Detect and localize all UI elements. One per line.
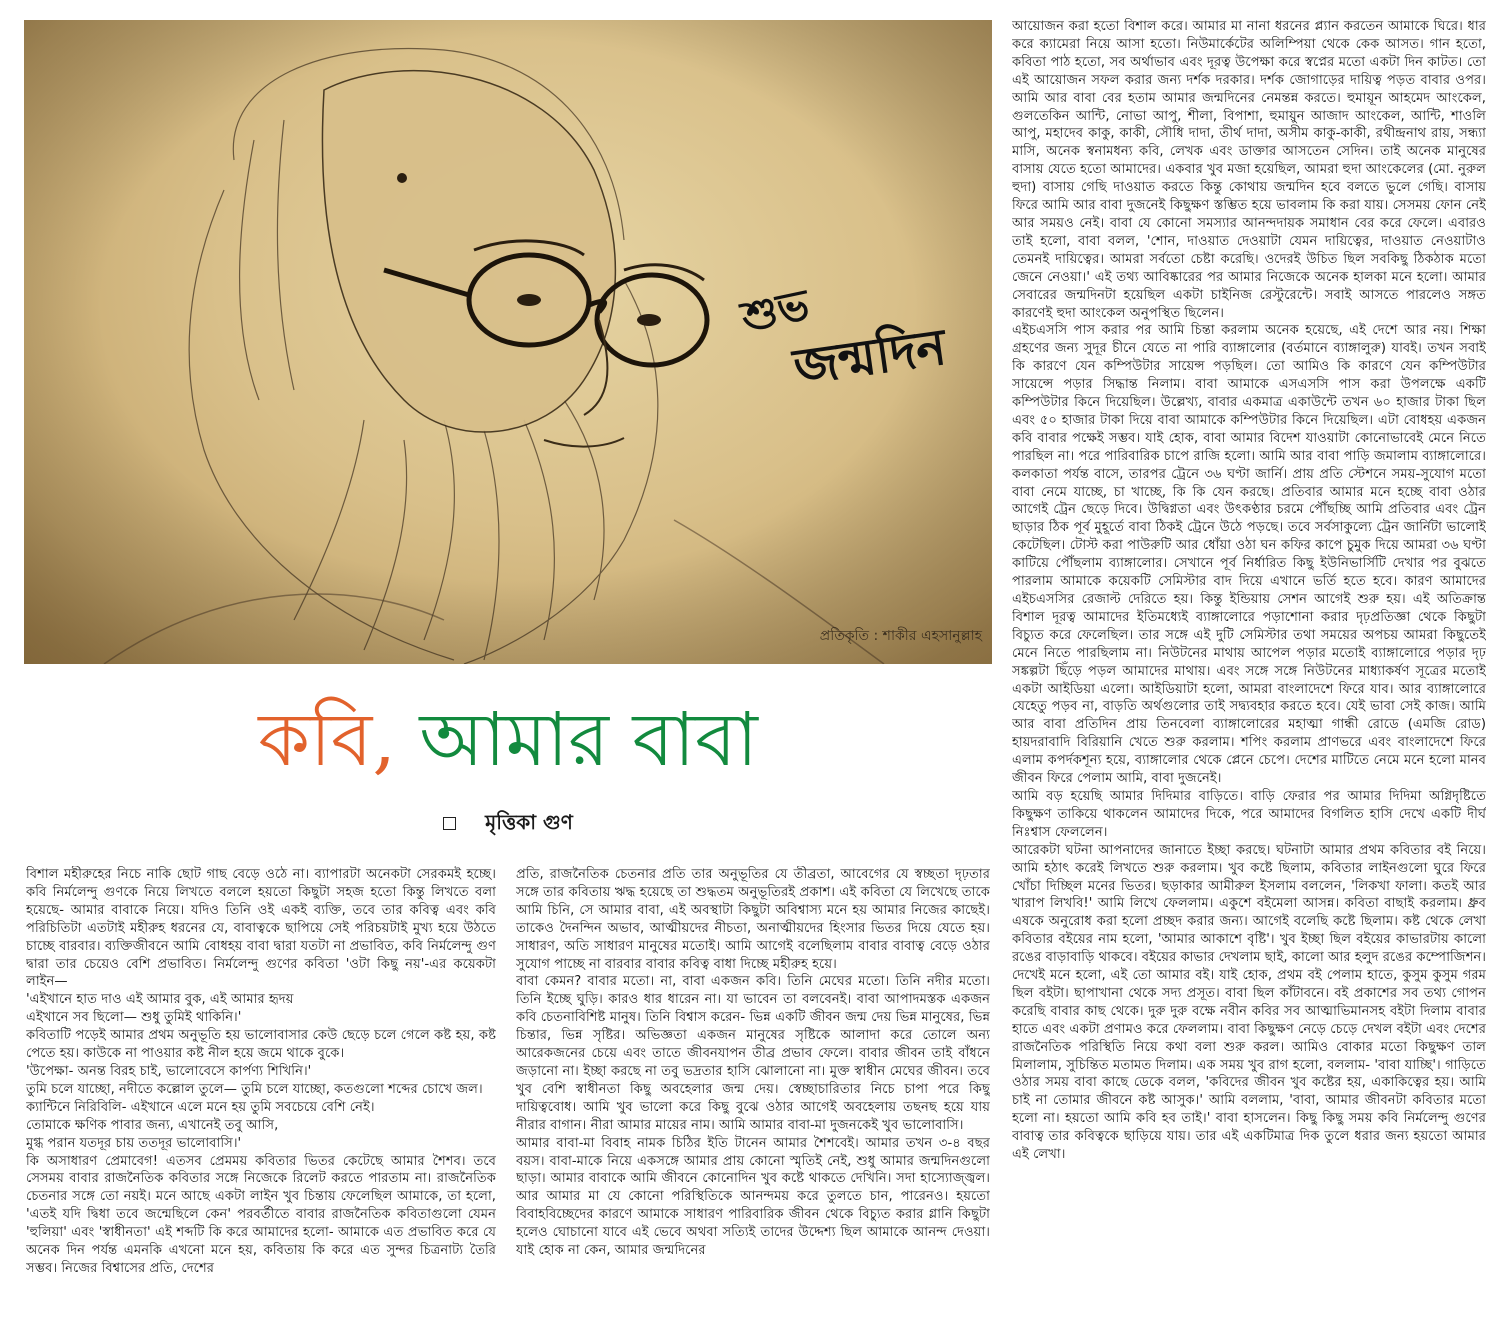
author-name: মৃত্তিকা গুণ — [485, 810, 573, 834]
checkbox-square-icon — [443, 817, 456, 830]
paragraph: বাবা কেমন? বাবার মতো। না, বাবা একজন কবি। তিনি মেঘের মতো। তিনি নদীর মতো। তিনি ইচ্ছে ঘুড়ি। কারও ধার ধারেন না। যা ভাবেন তা বলবেনই। বাবা আপাদমস্তক একজন কবি চেতনাবিশিষ্ট মানুষ। তিনি বিশ্বাস করেন- ভিন্ন একটি জীবন জন্ম দেয় ভিন্ন মানুষের, ভিন্ন চিন্তার, ভিন্ন সৃষ্টির। অভিজ্ঞতা একজন মানুষের সৃষ্টিকে আলাদা করে তোলে অন্য আরেকজনের চেয়ে এবং তাতে জীবনযাপন তীব্র প্রভাব ফেলে। বাবার জীবন তাই বাঁধনে জড়ানো না। ইচ্ছা করছে না তবু ভদ্রতার হাসি ঝোলানো না। মুক্ত স্বাধীন মেঘের জীবন। তবে খুব বেশি স্বাধীনতা কিছু অবহেলার জন্ম দেয়। স্বেচ্ছাচারিতার নিচে চাপা পরে কিছু দায়িত্ববোধ। আমি খুব ভালো করে কিছু বুঝে ওঠার আগেই অবহেলায় তছনছ হয়ে যায় নীরার বাগান। নীরা আমার মায়ের নাম। আমি আমার বাবা-মা দুজনকেই খুব ভালোবাসি। — [516, 974, 990, 1133]
poem-line: 'এইখানে হাত দাও এই আমার বুক, এই আমার হৃদয় — [26, 992, 294, 1008]
article-column-3 — [1012, 18, 1486, 1318]
article-column-2 — [516, 866, 990, 1316]
paragraph: কবিতাটি পড়েই আমার প্রথম অনুভূতি হয় ভালোবাসার কেউ ছেড়ে চলে গেলে কষ্ট হয়, কষ্ট পেতে হয়। কাউকে না পাওয়ার কষ্ট নীল হয়ে জমে থাকে বুকে। — [26, 1028, 496, 1062]
poem-line: তুমি চলে যাচ্ছো, নদীতে কল্লোল তুলে— তুমি চলে যাচ্ছো, কতগুলো শব্দের চোখে জল। — [26, 1081, 483, 1097]
paragraph: এইচএসসি পাস করার পর আমি চিন্তা করলাম অনেক হয়েছে, এই দেশে আর নয়। শিক্ষা গ্রহণের জন্য সুদূর চীনে যেতে না পারি ব্যাঙ্গালোর (বর্তমানে ব্যাঙ্গালুরু) যাবই। তখন সবাই কি কারণে যেন কম্পিউটার সায়েন্স পড়ছিল। তো আমিও কি কারণে যেন কম্পিউটার সায়েন্সে পড়ার সিদ্ধান্ত নিলাম। বাবা আমাকে এসএসসি পাস করা উপলক্ষে একটি কম্পিউটার কিনে দিয়েছিল। উল্লেখ্য, বাবার একমাত্র একাউন্টে তখন ৬০ হাজার টাকা ছিল এবং ৫০ হাজার টাকা দিয়ে বাবা আমাকে কম্পিউটার কিনে দিয়েছিল। এটা বোধহয় একজন কবি বাবার পক্ষেই সম্ভব। যাই হোক, বাবা আমার বিদেশ যাওয়াটা কোনোভাবেই মেনে নিতে পারছিল না। পরে পারিবারিক চাপে রাজি হলো। আমি আর বাবা পাড়ি জমালাম ব্যাঙ্গালোরে। কলকাতা পর্যন্ত বাসে, তারপর ট্রেনে ৩৬ ঘণ্টা জার্নি। প্রায় প্রতি স্টেশনে সময়-সুযোগ মতো বাবা নেমে যাচ্ছে, চা খাচ্ছে, কি কি যেন করছে। প্রতিবার আমার মনে হচ্ছে বাবা ওঠার আগেই ট্রেন ছেড়ে দিবে। উদ্বিগ্নতা এবং উৎকণ্ঠার চরমে পৌঁছচ্ছি আমি প্রতিবার এবং ট্রেন ছাড়ার ঠিক পূর্ব মুহূর্তে বাবা ঠিকই ট্রেনে উঠে পড়ছে। তবে সর্বসাকুল্যে ট্রেন জার্নিটা ভালোই কেটেছিল। টোস্ট করা পাউরুটি আর ধোঁয়া ওঠা ঘন কফির কাপে চুমুক দিয়ে আমরা ৩৬ ঘণ্টা কাটিয়ে পৌঁছলাম ব্যাঙ্গালোর। সেখানে পূর্ব নির্ধারিত কিছু ইউনিভার্সিটি দেখার পর বুঝতে পারলাম আমাকে কয়েকটি সেমিস্টার বাদ দিয়ে এখানে ভর্তি হতে হবে। কারণ আমাদের এইচএসসির রেজাল্ট দেরিতে হয়। কিন্তু ইন্ডিয়ায় সেশন আগেই শুরু হয়। এই অতিক্রান্ত বিশাল দূরত্ব আমাদের ইতিমধ্যেই ব্যাঙ্গালোরে পড়াশোনা করার দৃঢ়প্রতিজ্ঞা থেকে কিছুটা বিচ্যুত করে ফেলেছিল। তার সঙ্গে এই দুটি সেমিস্টার তথা সময়ের অপচয় আমরা কিছুতেই মেনে নিতে পারছিলাম না। নিউটনের মাথায় আপেল পড়ার মতোই ব্যাঙ্গালোরে পড়ার দৃঢ় সঙ্কল্পটা ছিঁড়ে পড়ল আমাদের মাথায়। এবং সঙ্গে সঙ্গে নিউটনের মাধ্যাকর্ষণ সূত্রের মতোই একটা আইডিয়া এলো। আইডিয়াটা হলো, আমরা বাংলাদেশে ফিরে যাব। আর ব্যাঙ্গালোরে যেহেতু পড়ব না, বাড়তি অর্থগুলোর তাই সদ্ব্যবহার করতে হবে। যেই ভাবা সেই কাজ। আমি আর বাবা প্রতিদিন প্রায় তিনবেলা ব্যাঙ্গালোরের মহাত্মা গান্ধী রোডে (এমজি রোড) হায়দরাবাদি বিরিয়ানি খেতে শুরু করলাম। শপিং করলাম প্রাণভরে এবং বাংলাদেশে ফিরে এলাম কপর্দকশূন্য হয়ে, ব্যাঙ্গালোর থেকে প্লেনে চেপে। দেশের মাটিতে নেমে মনে হলো মানব জীবন ফিরে পেলাম আমি, বাবা দুজনেই। — [1012, 323, 1486, 787]
paragraph: বিশাল মহীরুহের নিচে নাকি ছোট গাছ বেড়ে ওঠে না। ব্যাপারটা অনেকটা সেরকমই হচ্ছে। কবি নির্মলেন্দু গুণকে নিয়ে লিখতে বললে হয়তো কিছুটা সহজ হতো কিন্তু লিখতে বলা হয়েছে- আমার বাবাকে নিয়ে। যদিও তিনি ওই একই ব্যক্তি, তবে তার কবিত্ব এবং কবি পরিচিতিটা এতটাই মহীরুহ ধরনের যে, বাবাত্বকে ছাপিয়ে সেই পরিচয়টাই মুখ্য হয়ে উঠতে চাচ্ছে বারবার। ব্যক্তিজীবনে আমি বোধহয় বাবা দ্বারা যতটা না প্রভাবিত, কবি নির্মলেন্দু গুণ দ্বারা তার চেয়েও বেশি প্রভাবিত। নির্মলেন্দু গুণের কবিতা 'ওটা কিছু নয়'-এর কয়েকটা লাইন— — [26, 867, 496, 990]
headline-part-2: আমার বাবা — [419, 697, 758, 783]
portrait-illustration — [24, 20, 992, 664]
greeting-line-1: শুভ — [737, 279, 814, 342]
paragraph: আমার বাবা-মা বিবাহ নামক চিঠির ইতি টানেন আমার শৈশবেই। আমার তখন ৩-৪ বছর বয়স। বাবা-মাকে নিয়ে একসঙ্গে আমার প্রায় কোনো স্মৃতিই নেই, শুধু আমার জন্মদিনগুলো ছাড়া। আমার বাবাকে আমি জীবনে কোনোদিন খুব কষ্টে থাকতে দেখিনি। সদা হাস্যোজ্জ্বল। আর আমার মা যে কোনো পরিস্থিতিকে আনন্দময় করে তুলতে চান, পারেনও। হয়তো বিবাহবিচ্ছেদের কারণে আমাকে সাধারণ পারিবারিক জীবন থেকে বিচ্যুত করার গ্লানি কিছুটা হলেও ঘোচানো যাবে এই ভেবে অথবা সত্যিই তাদের উদ্দেশ্য ছিল আমাকে আনন্দ দেওয়া। যাই হোক না কেন, আমার জন্মদিনের — [516, 1135, 990, 1259]
paragraph: আমি বড় হয়েছি আমার দিদিমার বাড়িতে। বাড়ি ফেরার পর আমার দিদিমা অগ্নিদৃষ্টিতে কিছুক্ষণ তাকিয়ে থাকলেন আমাদের দিকে, পরে আমাদের বিগলিত হাসি দেখে একটি দীর্ঘ নিঃশ্বাস ফেললেন। — [1012, 788, 1486, 840]
poem-line: 'উপেক্ষা- অনন্ত বিরহ চাই, ভালোবেসে কার্পণ্য শিখিনি।' — [26, 1063, 312, 1079]
poem-line: মুগ্ধ পরান যতদূর চায় ততদূর ভালোবাসি।' — [26, 1135, 242, 1151]
paragraph: আরেকটা ঘটনা আপনাদের জানাতে ইচ্ছা করছে। ঘটনাটা আমার প্রথম কবিতার বই নিয়ে। আমি হঠাৎ করেই লিখতে শুরু করলাম। খুব কষ্টে ছিলাম, কবিতার লাইনগুলো ঘুরে ফিরে খোঁচা দিচ্ছিল মনের ভিতর। ছড়াকার আমীরুল ইসলাম বললেন, 'লিকখা ফালা। কতই আর খারাপ লিখবি!' আমি লিখে ফেললাম। একুশে বইমেলা আসন্ন। কবিতা বাছাই করলাম। ধ্রুব এষকে অনুরোধ করা হলো প্রচ্ছদ করার জন্য। আগেই বলেছি কষ্টে ছিলাম। কষ্ট থেকে লেখা কবিতার বইয়ের নাম হলো, 'আমার আকাশে বৃষ্টি'। খুব ইচ্ছা ছিল বইয়ের কাভারটায় কালো রঙের বাড়াবাড়ি থাকবে। বইয়ের কাভার দেখলাম ছাই, কালো আর হলুদ রঙের কম্পোজিশন। দেখেই মনে হলো, এই তো আমার বই। যাই হোক, প্রথম বই পেলাম হাতে, কুসুম কুসুম গরম ছিল বইটা। ছাপাখানা থেকে সদ্য প্রসূত। বাবা ছিল কাঁটাবনে। বই প্রকাশের সব তথ্য গোপন করেছি বাবার কাছ থেকে। দুরু দুরু বক্ষে নবীন কবির সব আত্মাভিমানসহ বইটা দিলাম বাবার হাতে এবং একটা প্রণামও করে ফেললাম। বাবা কিছুক্ষণ নেড়ে চেড়ে দেখল বইটা এবং দেশের রাজনৈতিক পরিস্থিতি নিয়ে কথা বলা শুরু করল। আমিও বোকার মতো কিছুক্ষণ তাল মিলালাম, সুচিন্তিত মতামত দিলাম। এক সময় খুব রাগ হলো, বললাম- 'বাবা যাচ্ছি'। গাড়িতে ওঠার সময় বাবা কাছে ডেকে বলল, 'কবিদের জীবন খুব কষ্টের হয়, একাকিত্বের হয়। আমি চাই না তোমার জীবনে কষ্ট আসুক।' আমি বললাম, 'বাবা, আমার জীবনটা কবিতার মতো হলো না। হয়তো আমি কবি হব তাই।' বাবা হাসলেন। কিছু কিছু সময় কবি নির্মলেন্দু গুণের বাবাত্ব তার কবিত্বকে ছাড়িয়ে যায়। তার এই একটিমাত্র দিক তুলে ধরার জন্য হয়তো আমার এই লেখা। — [1012, 842, 1486, 1163]
poem-line: ক্যান্টিনে নিরিবিলি- এইখানে এলে মনে হয় তুমি সবচেয়ে বেশি নেই। — [26, 1099, 375, 1115]
illustration-caption: প্রতিকৃতি : শাকীর এহসানুল্লাহ — [819, 628, 982, 644]
paragraph: প্রতি, রাজনৈতিক চেতনার প্রতি তার অনুভূতির যে তীব্রতা, আবেগের যে স্বচ্ছতা দৃঢ়তার সঙ্গে তার কবিতায় ঋদ্ধ হয়েছে তা শুদ্ধতম অনুভূতিরই প্রকাশ। এই কবিতা যে লিখেছে তাকে আমি চিনি, সে আমার বাবা, এই অবস্থাটা কিছুটা অবিশ্বাস্য মনে হয় আমার নিজের কাছেই। তাকেও দৈনন্দিন অভাব, আত্মীয়দের নীচতা, অনাত্মীয়দের হিংসার ভিতর দিয়ে যেতে হয়। সাধারণ, অতি সাধারণ মানুষের মতোই। আমি আগেই বলেছিলাম বাবার বাবাত্ব বেড়ে ওঠার সুযোগ পাচ্ছে না বারবার বাবার কবিত্ব বাধা দিচ্ছে মহীরুহ হয়ে। — [516, 867, 990, 972]
byline — [24, 808, 992, 841]
headline-part-1: কবি, — [258, 697, 396, 783]
paragraph: আয়োজন করা হতো বিশাল করে। আমার মা নানা ধরনের প্ল্যান করতেন আমাকে ঘিরে। ধার করে ক্যামেরা নিয়ে আসা হতো। নিউমার্কেটের অলিম্পিয়া থেকে কেক আসত। গান হতো, কবিতা পাঠ হতো, সব অর্থাভাব এবং দূরত্ব উপেক্ষা করে স্বপ্নের মতো একটা দিন কাটত। তো এই আয়োজন সফল করার জন্য দর্শক দরকার। দর্শক জোগাড়ের দায়িত্ব পড়ত বাবার ওপর। আমি আর বাবা বের হতাম আমার জন্মদিনের নেমন্তন্ন করতে। হুমায়ূন আহমেদ আংকেল, গুলতেকিন আন্টি, নোভা আপু, শীলা, বিপাশা, হুমায়ুন আজাদ আংকেল, আন্টি, শাওলি আপু, মহাদেব কাকু, কাকী, সৌধি দাদা, তীর্থ দাদা, অসীম কাকু-কাকী, রথীন্দ্রনাথ রায়, সন্ধ্যা মাসি, অনেক স্বনামধন্য কবি, লেখক এবং ডাক্তার আসতেন সেদিন। তাই অনেক মানুষের বাসায় যেতে হতো আমাদের। একবার খুব মজা হয়েছিল, আমরা হুদা আংকেলের (মো. নুরুল হুদা) বাসায় গেছি দাওয়াত করতে কিন্তু কোথায় জন্মদিন হবে বলতে ভুলে গেছি। বাসায় ফিরে আমি আর বাবা দুজনেই কিছুক্ষণ স্তম্ভিত হয়ে ভাবলাম কি করা যায়। সেসময় ফোন নেই আর সময়ও নেই। বাবা যে কোনো সমস্যার আনন্দদায়ক সমাধান বের করে ফেলে। এবারও তাই হলো, বাবা বলল, 'শোন, দাওয়াত দেওয়াটা যেমন দায়িত্বের, দাওয়াত নেওয়াটাও তেমনই দায়িত্বের। আমরা সর্বতো চেষ্টা করেছি। ওদেরই উচিত ছিল সবকিছু ঠিকঠাক মতো জেনে নেওয়া।' এই তথ্য আবিষ্কারের পর আমার নিজেকে অনেক হালকা মনে হলো। আমার সেবারের জন্মদিনটা হয়েছিল একটা চাইনিজ রেস্টুরেন্টে। সবাই আসতে পারলেও সঙ্গত কারণেই হুদা আংকেল অনুপস্থিত ছিলেন। — [1012, 19, 1486, 321]
greeting-line-2: জন্মদিন — [790, 317, 950, 397]
paragraph: কি অসাধারণ প্রেমাবেগ! এতসব প্রেমময় কবিতার ভিতর কেটেছে আমার শৈশব। তবে সেসময় বাবার রাজনৈতিক কবিতার সঙ্গে নিজেকে রিলেট করতে পারতাম না। রাজনৈতিক চেতনার সঙ্গে তো নয়ই। মনে আছে একটা লাইন খুব চিন্তায় ফেলেছিল আমাকে, তা হলো, 'এতই যদি দ্বিধা তবে জন্মেছিলে কেন' পরবর্তীতে বাবার রাজনৈতিক কবিতাগুলো যেমন 'হুলিয়া' এবং 'স্বাধীনতা' এই শব্দটি কি করে আমাদের হলো- আমাকে এত প্রভাবিত করে যে অনেক দিন পর্যন্ত এমনকি এখনো মনে হয়, কবিতায় কি করে এত সুন্দর চিত্রনাট্য তৈরি সম্ভব। নিজের বিশ্বাসের প্রতি, দেশের — [26, 1153, 496, 1276]
article-headline — [24, 690, 992, 790]
birthday-greeting — [724, 278, 974, 408]
article-column-1 — [26, 866, 496, 1316]
poem-line: তোমাকে ক্ষণিক পাবার জন্য, এখানেই তবু আসি, — [26, 1117, 279, 1133]
poem-line: এইখানে সব ছিলো— শুধু তুমিই থাকিনি।' — [26, 1010, 242, 1026]
